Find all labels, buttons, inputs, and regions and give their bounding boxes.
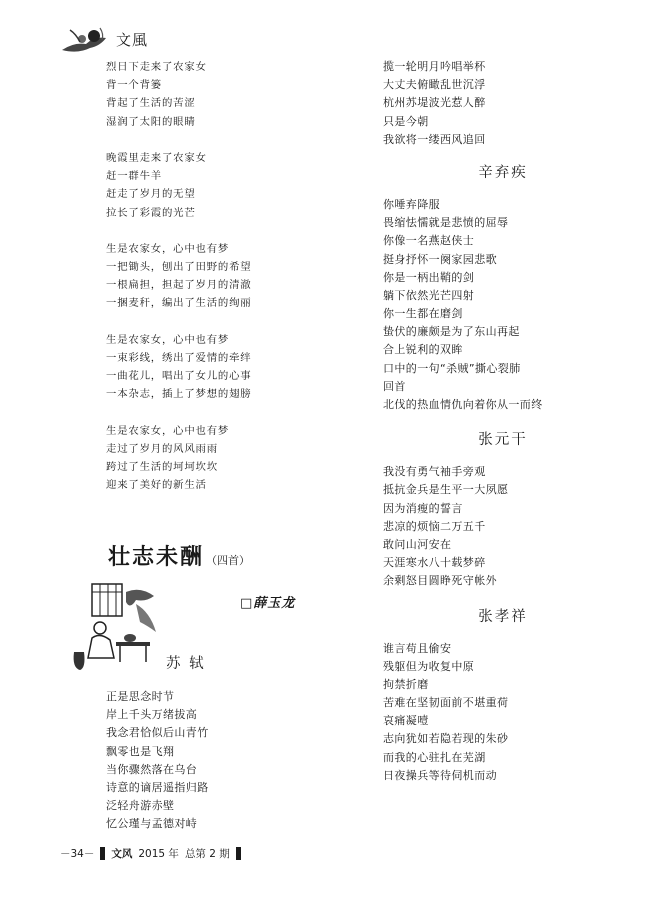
footer-issue: 总第 2 期 [184,848,230,860]
poem-line: 哀痛凝噎 [383,714,429,728]
stanza [106,240,336,313]
poem-line: 一本杂志，插上了梦想的翅膀 [106,388,252,401]
poem-body [106,688,336,834]
poem-line: 背起了生活的苦涩 [106,97,196,110]
poem-line: 你是一柄出鞘的剑 [383,270,475,284]
poem-line: 背一个背篓 [106,79,162,92]
poem-line: 拘禁折磨 [383,677,429,691]
poem-line: 诗意的谪居遥指归路 [106,780,209,794]
poem-line: 天涯寒水八十载梦碎 [383,556,486,570]
poem-line: 一根扁担，担起了岁月的清澈 [106,279,252,292]
poem-line: 悲凉的烦恼二万五千 [383,519,486,533]
article-title-block [108,540,250,571]
poem-line: 赶一群牛羊 [106,170,162,183]
poem-line: 走过了岁月的风风雨雨 [106,442,218,455]
poem-line: 泛轻舟游赤壁 [106,799,175,813]
poem-line: 回首 [383,379,406,393]
poet-heading: 苏 轼 [166,656,206,672]
poem-line: 敢问山河安在 [383,537,452,551]
stanza [106,149,336,222]
article-author: □薛玉龙 [240,596,296,611]
poem-section [383,196,623,414]
poem-line: 残躯但为收复中原 [383,659,475,673]
poem-line: 你像一名燕赵侠士 [383,234,475,248]
poem-line: 畏缩怯懦就是悲愤的屈辱 [383,216,509,230]
poem-line: 北伐的热血情仇向着你从一而终 [383,398,543,411]
poem-line: 忆公瑾与孟德对峙 [106,817,198,831]
poem-line: 日夜操兵等待伺机而动 [383,768,497,782]
poem-line: 揽一轮明月吟唱举杯 [383,60,486,73]
footer-bar [100,847,105,860]
poem-line: 湿润了太阳的眼睛 [106,115,196,128]
poem-line: 而我的心驻扎在芜湖 [383,750,486,764]
poem-line: 晚霞里走来了农家女 [106,151,207,164]
stanza [106,331,336,404]
article-subtitle: （四首） [206,554,251,567]
page-footer [60,846,241,861]
article-title: 壮志未酬 [108,545,205,570]
poem-line: 烈日下走来了农家女 [106,61,207,73]
stanza [106,422,336,495]
poem-line: 飘零也是飞翔 [106,744,175,758]
scholar-reading-illustration-icon [70,582,160,672]
poem-line: 我念君恰似后山青竹 [106,726,209,740]
poem-line: 岸上千头万绪拔高 [106,708,198,722]
footer-bar [236,847,241,860]
poem-line: 大丈夫俯瞰乱世沉浮 [383,78,486,92]
header-title: 文風 [116,31,149,49]
poem-line: 生是农家女，心中也有梦 [106,333,230,346]
poem-line: 合上锐利的双眸 [383,343,463,357]
page-header [60,22,180,62]
poem-line: 你唾弃降服 [383,197,440,211]
right-column [383,58,623,785]
poet-heading: 张元干 [478,432,528,449]
poem-line: 一束彩线，绣出了爱情的牵绊 [106,352,252,364]
poem-line: 当你骤然落在乌台 [106,762,198,776]
poem-line: 口中的一句“杀贼”撕心裂肺 [383,361,521,375]
intro-stanza [383,58,623,149]
poem-line: 蛰伏的廉颇是为了东山再起 [383,325,520,339]
page-number: －34－ [60,848,95,860]
poem-line: 一捆麦秆，编出了生活的绚丽 [106,297,252,310]
poem-line: 赶走了岁月的无望 [106,188,196,201]
poem-line: 抵抗金兵是生平一大夙愿 [383,483,509,497]
poem-line: 杭州苏堤波光惹人醉 [383,96,486,110]
poem-section [383,640,623,786]
poem-line: 拉长了彩霞的光芒 [106,206,196,219]
poem-line: 躺下依然光芒四射 [383,288,475,302]
footer-year: 2015 年 [138,848,179,860]
poet-heading: 辛弃疾 [478,164,528,181]
poem-line: 挺身抒怀一阕家园悲歌 [383,252,497,266]
poem-line: 志向犹如若隐若现的朱砂 [383,732,509,746]
poem-line: 正是思念时节 [106,690,175,703]
left-column [106,58,336,495]
poem-line: 跨过了生活的坷坷坎坎 [106,461,218,474]
footer-magazine: 文风 [111,848,133,860]
ink-flower-icon [60,22,116,56]
stanza [106,58,336,131]
poem-section [383,463,623,590]
poem-line: 一把锄头，刨出了田野的希望 [106,261,252,274]
poem-line: 你一生都在磨剑 [383,307,463,321]
poem-line: 苦难在坚韧面前不堪重荷 [383,696,509,710]
poet-heading: 张孝祥 [478,608,528,625]
poem-line: 因为消瘦的誓言 [383,501,463,515]
poem-line: 一曲花儿，唱出了女儿的心事 [106,370,252,383]
poem-line: 余剩怒目圆睁死守帐外 [383,574,497,588]
poem-line: 我欲将一缕西风追回 [383,132,486,146]
poem-line: 迎来了美好的新生活 [106,479,207,492]
poem-line: 生是农家女，心中也有梦 [106,242,230,255]
poem-line: 我没有勇气袖手旁观 [383,465,486,479]
poem-line: 谁言苟且偷安 [383,641,452,655]
poem-line: 生是农家女，心中也有梦 [106,424,230,437]
poem-line: 只是今朝 [383,114,429,128]
